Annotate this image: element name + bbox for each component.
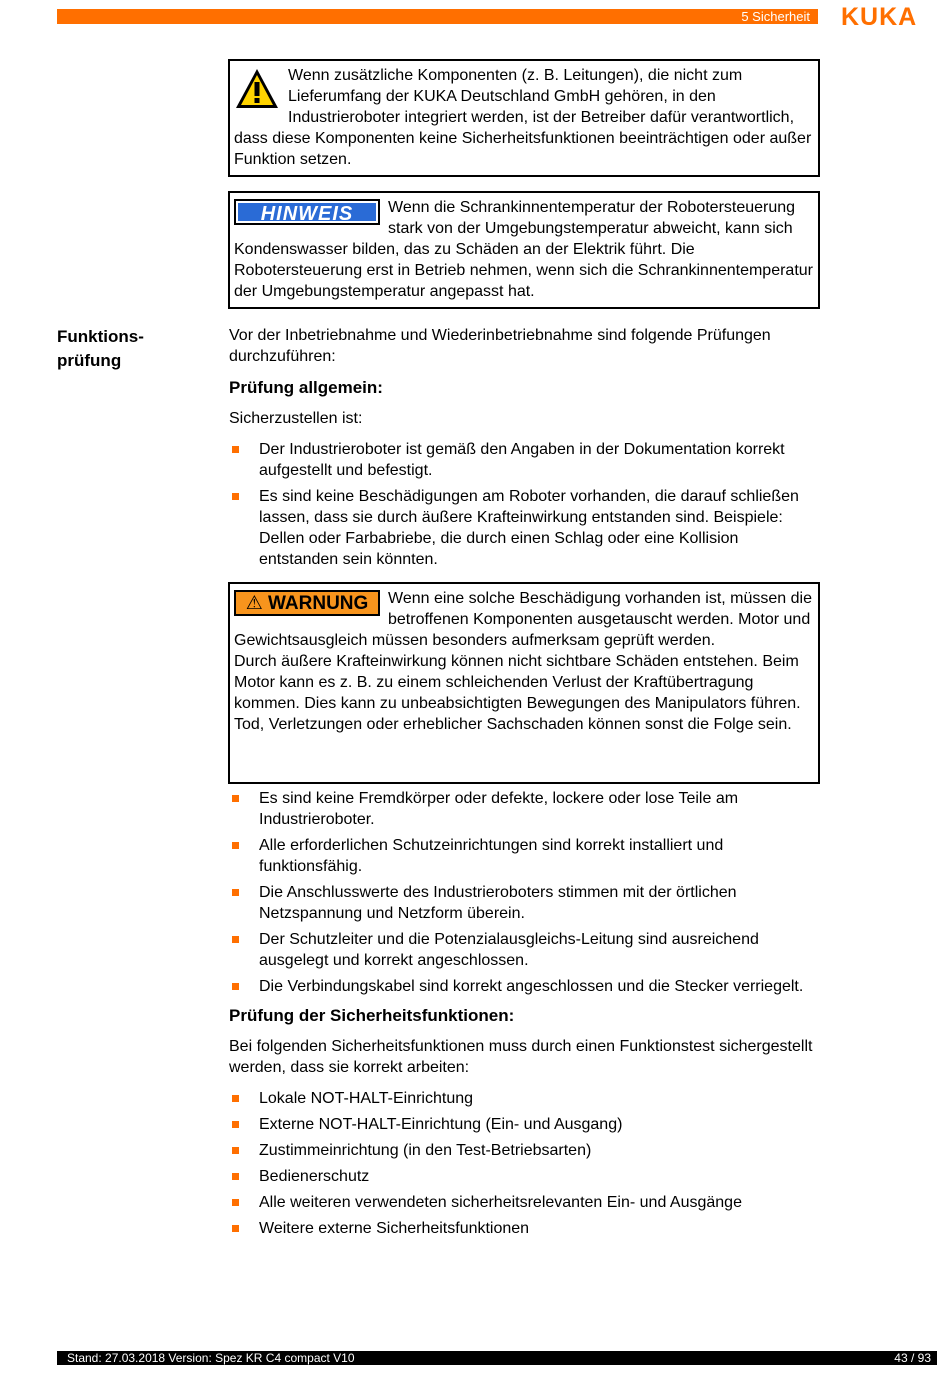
header-bar: [57, 9, 818, 24]
footer-version: Stand: 27.03.2018 Version: Spez KR C4 compact V10: [67, 1351, 355, 1365]
check-list-general-2: [229, 788, 821, 997]
hinweis-label: HINWEIS: [234, 199, 380, 225]
list-item: [229, 835, 821, 877]
page-number: 43 / 93: [894, 1351, 931, 1365]
hinweis-box: [228, 191, 820, 309]
list-item: [229, 882, 821, 924]
list-item: [229, 1192, 821, 1213]
safety-intro-text: Bei folgenden Sicherheitsfunktionen muss durch einen Funktionstest sichergestellt werden, dass sie korrekt arbeiten:: [229, 1038, 813, 1076]
general-check-heading: Prüfung allgemein:: [229, 378, 383, 397]
list-item-text: Der Schutzleiter und die Potenzialausgleichs-Leitung sind ausreichend ausgelegt und korrekt angeschlossen.: [259, 931, 759, 969]
bullet-icon: [232, 983, 239, 990]
footer-bar: [57, 1351, 937, 1365]
section-title: 5 Sicherheit: [741, 9, 810, 24]
bullet-icon: [232, 1095, 239, 1102]
bullet-icon: [232, 493, 239, 500]
list-item-text: Lokale NOT-HALT-Einrichtung: [259, 1090, 474, 1107]
list-item: [229, 929, 821, 971]
list-item-text: Externe NOT-HALT-Einrichtung (Ein- und Ausgang): [259, 1116, 623, 1133]
bullet-icon: [232, 446, 239, 453]
bullet-icon: [232, 1225, 239, 1232]
bullet-icon: [232, 889, 239, 896]
warning-triangle-icon: [234, 67, 280, 117]
list-item-text: Der Industrieroboter ist gemäß den Angaben in der Dokumentation korrekt aufgestellt und befestigt.: [259, 441, 785, 479]
intro-text: Vor der Inbetriebnahme und Wiederinbetriebnahme sind folgende Prüfungen durchzuführen:: [229, 327, 771, 365]
list-item: [229, 788, 821, 830]
warning-text: Wenn zusätzliche Komponenten (z. B. Leitungen), die nicht zum Lieferumfang der KUKA Deutschland GmbH gehören, in den Industrieroboter integriert werden, ist der Betreiber dafür verantwortlich, dass diese Komponenten keine Sicherheitsfunktionen beeinträchtigen oder außer Funktion setzen.: [234, 67, 812, 168]
list-item: [229, 1088, 821, 1109]
list-item: [229, 486, 821, 570]
bullet-icon: [232, 1173, 239, 1180]
warning-box: [228, 59, 820, 177]
warnung-label: ⚠ WARNUNG: [234, 590, 380, 616]
list-item-text: Bedienerschutz: [259, 1168, 370, 1185]
main-content-continued: [229, 788, 821, 1239]
list-item: [229, 1140, 821, 1161]
main-content: [229, 325, 821, 570]
list-item-text: Alle erforderlichen Schutzeinrichtungen sind korrekt installiert und funktionsfähig.: [259, 837, 724, 875]
list-item-text: Es sind keine Fremdkörper oder defekte, lockere oder lose Teile am Industrieroboter.: [259, 790, 739, 828]
kuka-logo: KUKA: [841, 3, 918, 31]
bullet-icon: [232, 842, 239, 849]
bullet-icon: [232, 1199, 239, 1206]
list-item-text: Alle weiteren verwendeten sicherheitsrelevanten Ein- und Ausgänge: [259, 1194, 742, 1211]
check-list-general: [229, 439, 821, 570]
list-item-text: Die Verbindungskabel sind korrekt angeschlossen und die Stecker verriegelt.: [259, 978, 804, 995]
list-item-text: Es sind keine Beschädigungen am Roboter vorhanden, die darauf schließen lassen, dass sie durch äußere Krafteinwirkung entstanden sind. Beispiele: Dellen oder Farbabriebe, die durch einen Schlag oder eine Kollision entstanden sein könnten.: [259, 488, 799, 568]
list-item: [229, 439, 821, 481]
warnung-text-2: Durch äußere Krafteinwirkung können nicht sichtbare Schäden entstehen. Beim Motor kann es z. B. zu einem schleichenden Verlust der Kraftübertragung kommen. Dies kann zu unbeabsichtigten Bewegungen des Manipulators führen. Tod, Verletzungen oder erheblicher Sachschaden können sonst die Folge sein.: [234, 653, 801, 733]
list-item-text: Zustimmeinrichtung (in den Test-Betriebsarten): [259, 1142, 592, 1159]
section-heading: Funktions- prüfung: [57, 327, 144, 370]
list-item: [229, 1114, 821, 1135]
list-item-text: Die Anschlusswerte des Industrieroboters stimmen mit der örtlichen Netzspannung und Netzform überein.: [259, 884, 737, 922]
list-item: [229, 1166, 821, 1187]
bullet-icon: [232, 936, 239, 943]
hinweis-text: Wenn die Schrankinnentemperatur der Robotersteuerung stark von der Umgebungstemperatur abweicht, kann sich Kondenswasser bilden, das zu Schäden an der Elektrik führt. Die Robotersteuerung erst in Betrieb nehmen, wenn sich die Schrankinnentemperatur der Umgebungstemperatur angepasst hat.: [234, 199, 813, 300]
ensure-text: Sicherzustellen ist:: [229, 410, 363, 427]
list-item: [229, 1218, 821, 1239]
warnung-text-1: Wenn eine solche Beschädigung vorhanden ist, müssen die betroffenen Komponenten ausgetauscht werden. Motor und Gewichtsausgleich müssen besonders aufmerksam geprüft werden.: [234, 590, 812, 649]
safety-check-heading: Prüfung der Sicherheitsfunktionen:: [229, 1006, 515, 1025]
safety-function-list: [229, 1088, 821, 1239]
bullet-icon: [232, 1121, 239, 1128]
bullet-icon: [232, 1147, 239, 1154]
list-item-text: Weitere externe Sicherheitsfunktionen: [259, 1220, 530, 1237]
list-item: [229, 976, 821, 997]
warnung-box: [228, 582, 820, 784]
bullet-icon: [232, 795, 239, 802]
warning-sign-icon: ⚠: [245, 593, 263, 614]
